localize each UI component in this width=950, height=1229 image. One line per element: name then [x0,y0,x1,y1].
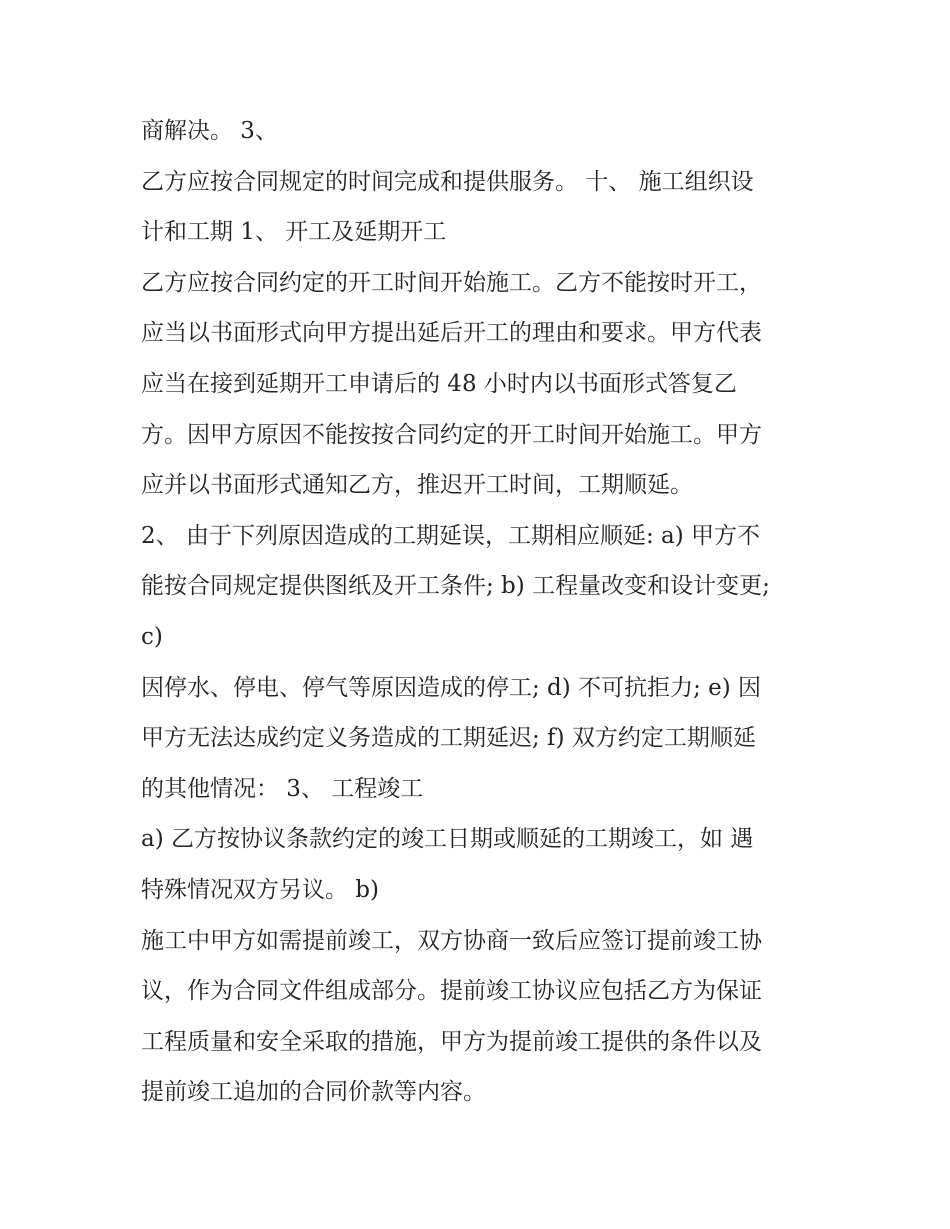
text-line: 工程质量和安全采取的措施，甲方为提前竣工提供的条件以及 [141,1028,762,1055]
text-line: 应并以书面形式通知乙方，推迟开工时间，工期顺延。 [141,472,693,499]
text-line: 的其他情况： 3、 工程竣工 [141,775,424,802]
text-line: a) 乙方按协议条款约定的竣工日期或顺延的工期竣工，如 遇 [141,826,754,853]
text-line: 甲方无法达成约定义务造成的工期延迟; f) 双方约定工期顺延 [141,725,756,752]
text-line: 方。因甲方原因不能按按合同约定的开工时间开始施工。甲方 [141,421,762,448]
text-line: 商解决。 3、 [141,118,278,144]
text-line: 因停水、停电、停气等原因造成的停工; d) 不可抗拒力; e) 因 [141,674,762,701]
text-line: 议，作为合同文件组成部分。提前竣工协议应包括乙方为保证 [141,978,762,1005]
text-line: 特殊情况双方另议。 b) [141,876,380,903]
text-line: 计和工期 1、 开工及延期开工 [141,219,447,246]
text-line: 能按合同规定提供图纸及开工条件; b) 工程量改变和设计变更; [141,573,770,600]
text-line: 乙方应按合同约定的开工时间开始施工。乙方不能按时开工， [141,269,762,296]
text-line: 应当以书面形式向甲方提出延后开工的理由和要求。甲方代表 [141,320,762,347]
text-line: 施工中甲方如需提前竣工，双方协商一致后应签订提前竣工协 [141,927,762,954]
text-line: c) [141,623,163,650]
text-line: 2、 由于下列原因造成的工期延误，工期相应顺延: a) 甲方不 [141,522,761,549]
contract-text [141,108,841,1120]
text-line: 应当在接到延期开工申请后的 48 小时内以书面形式答复乙 [141,370,737,397]
text-line: 提前竣工追加的合同价款等内容。 [141,1079,486,1106]
text-line: 乙方应按合同规定的时间完成和提供服务。 十、 施工组织设 [141,168,754,195]
